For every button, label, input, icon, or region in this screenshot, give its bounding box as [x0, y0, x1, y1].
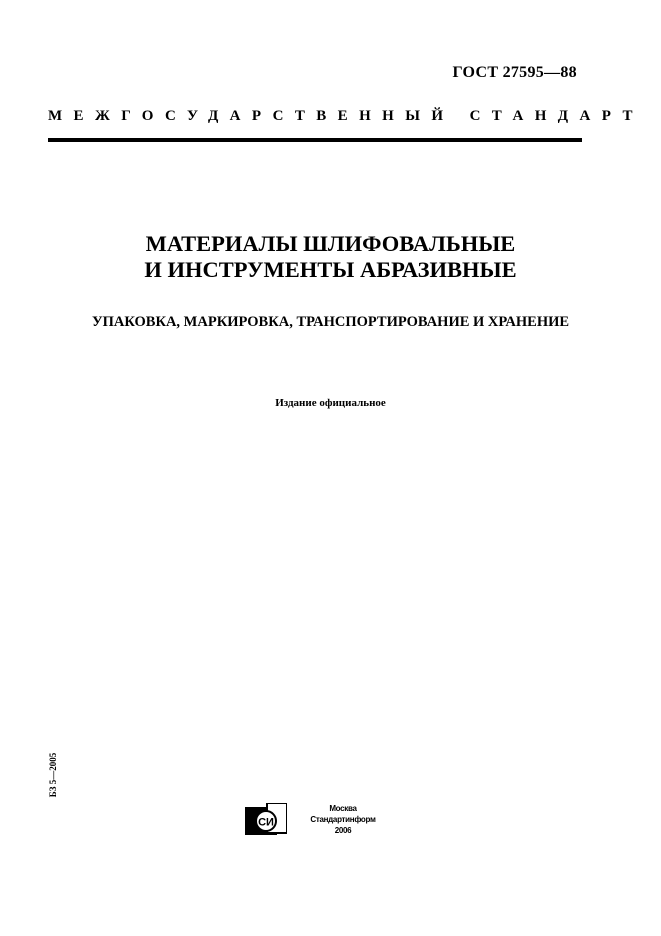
publisher-info — [298, 803, 388, 836]
standard-code: ГОСТ 27595—88 — [452, 64, 577, 81]
side-registration-note: БЗ 5—2005 — [48, 752, 58, 798]
logo-text: СИ — [258, 816, 274, 829]
publisher-name: Стандартинформ — [310, 815, 376, 824]
title-line-2: И ИНСТРУМЕНТЫ АБРАЗИВНЫЕ — [144, 257, 517, 282]
publisher-logo — [245, 803, 287, 837]
edition-note: Издание официальное — [275, 397, 386, 409]
document-subtitle: УПАКОВКА, МАРКИРОВКА, ТРАНСПОРТИРОВАНИЕ И ХРАНЕНИЕ — [91, 314, 570, 330]
title-line-1: МАТЕРИАЛЫ ШЛИФОВАЛЬНЫЕ — [145, 231, 516, 256]
standard-type-heading: МЕЖГОСУДАРСТВЕННЫЙ СТАНДАРТ — [48, 108, 644, 124]
publisher-year: 2006 — [334, 826, 352, 835]
document-title — [0, 231, 661, 283]
publisher-city: Москва — [329, 804, 357, 813]
header-rule — [48, 138, 582, 142]
